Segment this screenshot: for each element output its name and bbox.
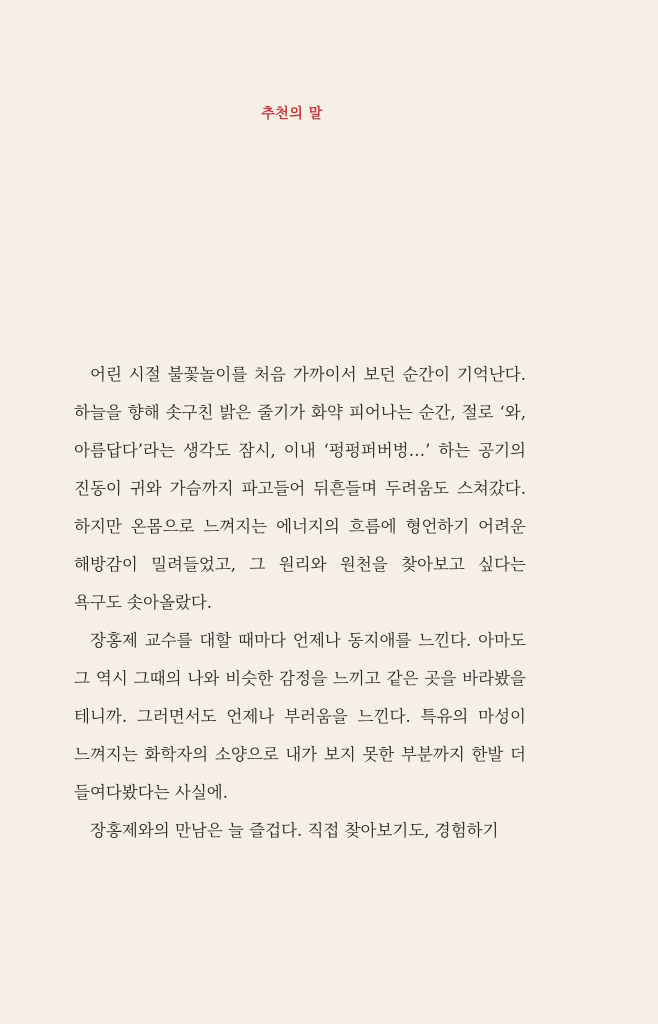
paragraph-2: 장홍제 교수를 대할 때마다 언제나 동지애를 느낀다. 아마도 그 역시 그때의 나와 비슷한 감정을 느끼고 같은 곳을 바라봤을 테니까. 그러면서도 언제나 부러움을 느낀다. 특유의 마성이 느껴지는 화학자의 소양으로 내가 보지 못한 부분까지 한발 더 들여다봤다는 사실에. xyxy=(74,631,526,802)
paragraph-3: 장홍제와의 만남은 늘 즐겁다. 직접 찾아보기도, 경험하기 xyxy=(90,821,499,840)
body-text xyxy=(74,356,526,850)
section-title: 추천의 말 xyxy=(261,106,323,122)
paragraph-1: 어린 시절 불꽃놀이를 처음 가까이서 보던 순간이 기억난다. 하늘을 향해 솟구친 밝은 줄기가 화약 피어나는 순간, 절로 ‘와, 아름답다’라는 생각도 잠시, 이내 ‘펑펑퍼버벙…’ 하는 공기의 진동이 귀와 가슴까지 파고들어 뒤흔들며 두려움도 스쳐갔다. 하지만 온몸으로 느껴지는 에너지의 흐름에 형언하기 어려운 해방감이 밀려들었고, 그 원리와 원천을 찾아보고 싶다는 욕구도 솟아올랐다. xyxy=(74,365,526,612)
